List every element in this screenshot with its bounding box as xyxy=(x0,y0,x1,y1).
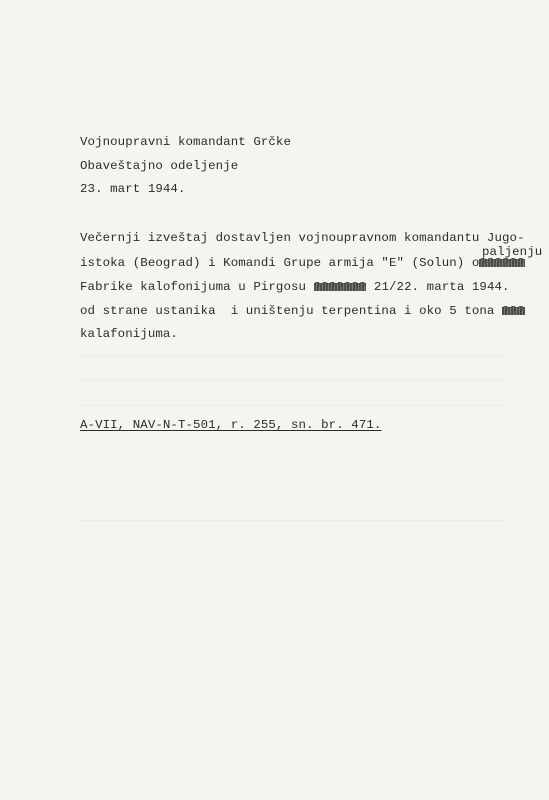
body-line-1: Večernji izveštaj dostavljen vojnoupravnom komandantu Jugo- xyxy=(80,231,525,245)
bleed-through-shadow xyxy=(80,380,509,381)
struck-word-1 xyxy=(479,256,524,270)
struck-word-3 xyxy=(502,304,525,318)
archive-reference: A-VII, NAV-N-T-501, r. 255, sn. br. 471. xyxy=(80,418,382,432)
body-line-2-text: istoka (Beograd) i Komandi Grupe armija "E" (Solun) o xyxy=(80,256,480,270)
document-date: 23. mart 1944. xyxy=(80,182,186,196)
strikeout-mark xyxy=(479,259,524,267)
department-heading: Obaveštajno odeljenje xyxy=(80,159,239,173)
bleed-through-shadow xyxy=(80,355,509,356)
body-line-4 xyxy=(80,304,525,318)
body-line-3-date: 21/22. marta 1944. xyxy=(373,280,510,294)
strikeout-mark xyxy=(314,283,367,291)
bleed-through-shadow xyxy=(80,405,509,406)
inserted-word: paljenju xyxy=(482,245,543,259)
body-line-5: kalafonijuma. xyxy=(80,327,178,341)
body-line-2 xyxy=(80,256,525,270)
bleed-through-shadow xyxy=(80,520,509,521)
command-heading: Vojnoupravni komandant Grčke xyxy=(80,135,291,149)
body-line-3 xyxy=(80,280,510,294)
strikeout-mark xyxy=(502,307,525,315)
body-line-4-text: od strane ustanika i uništenju terpentina i oko 5 tona xyxy=(80,304,495,318)
body-line-3-text: Fabrike kalofonijuma u Pirgosu xyxy=(80,280,307,294)
struck-word-2 xyxy=(314,280,367,294)
